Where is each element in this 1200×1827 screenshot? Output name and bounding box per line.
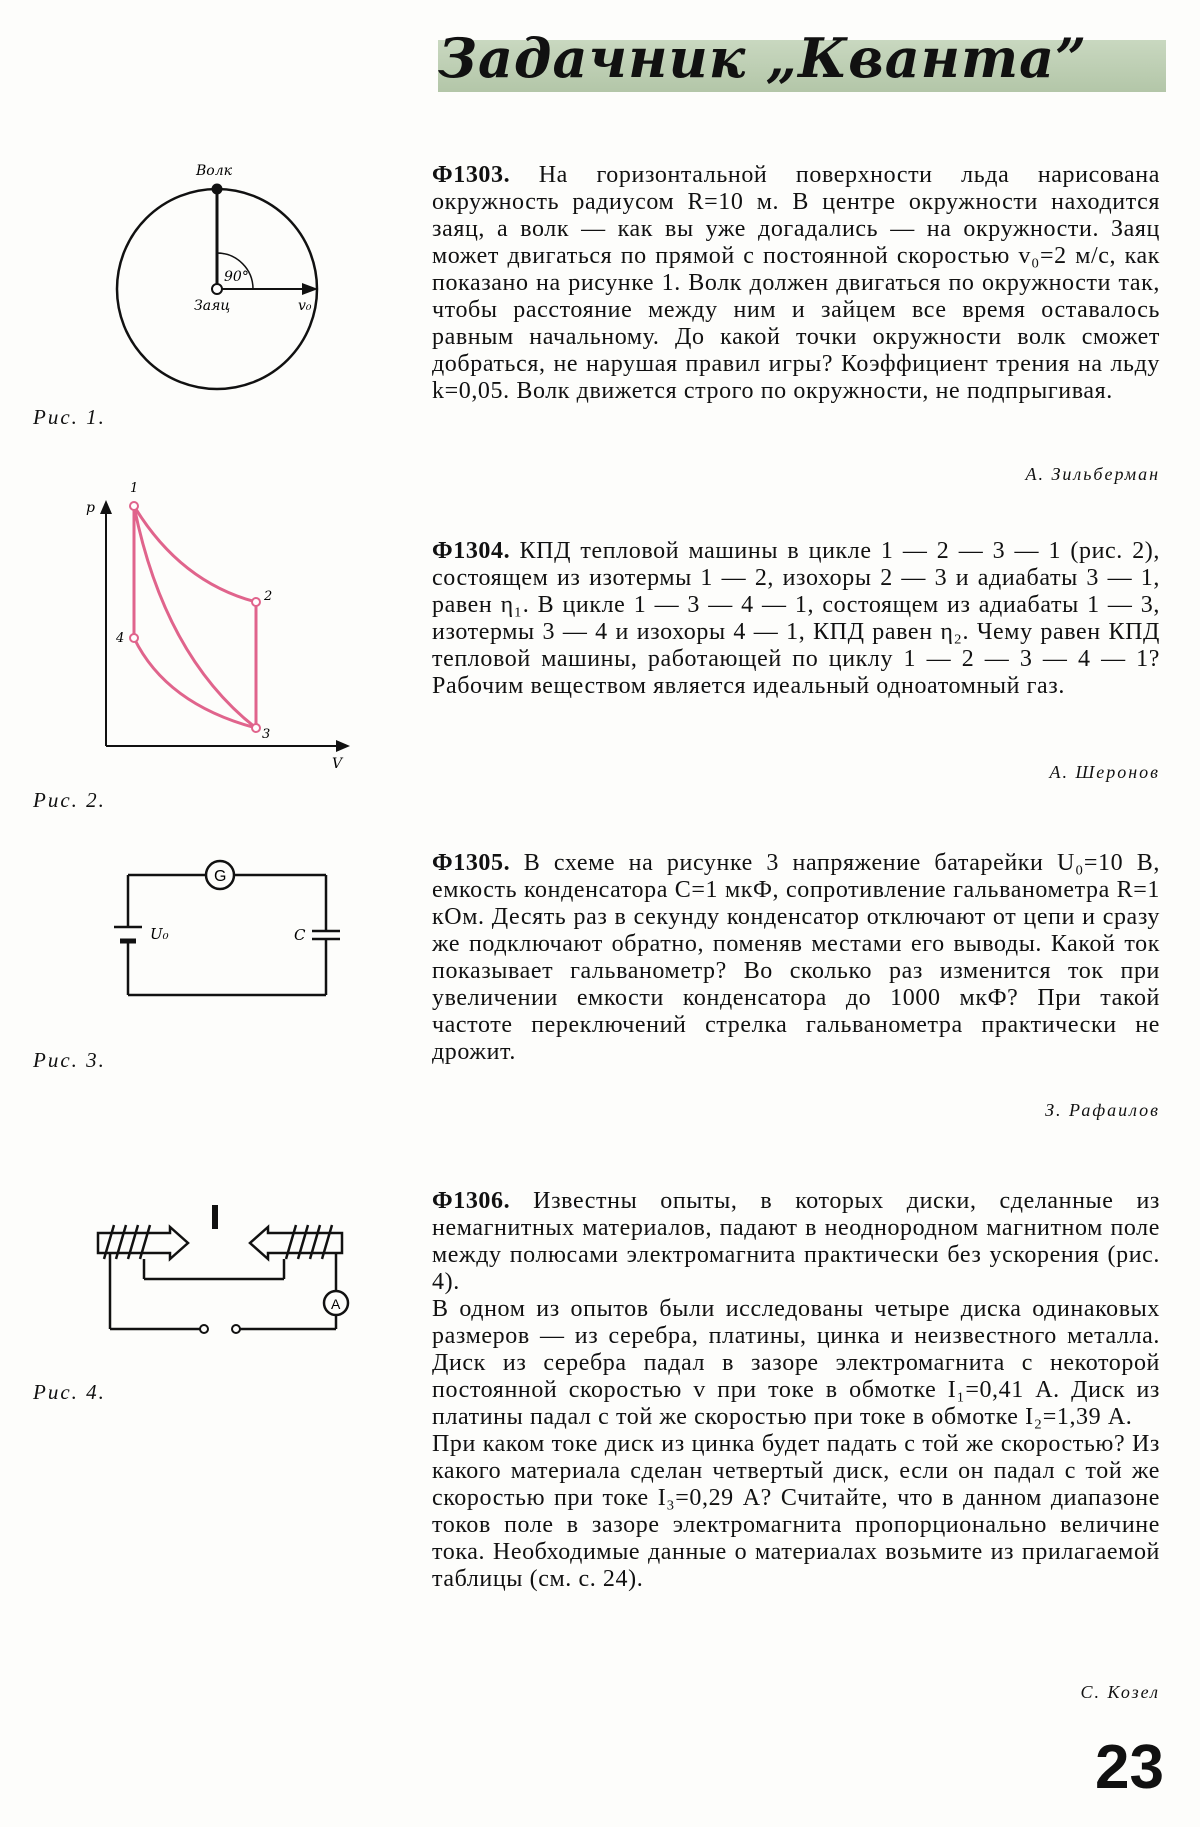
figure-2-point-1: [130, 502, 138, 510]
figure-2-label-2: 2: [264, 589, 273, 604]
problem-number: Ф1305.: [432, 850, 511, 876]
problem-f1306-paragraph-1: [432, 1188, 1160, 1296]
figure-4: [90, 1195, 370, 1345]
problem-f1306-paragraph-2: В одном из опытов были исследованы четыре диска одинаковых размеров — из серебра, платины, цинка и неизвестного металла. Диск из серебра падал в зазоре электромагнита с некоторой постоянной скоростью v при токе в обмотке I₁=0,41 А. Диск из платины падал с той же скоростью при токе в обмотке I₂=1,39 А.: [432, 1296, 1160, 1430]
figure-3-label-g: G: [214, 868, 227, 885]
figure-3-label-u0: U₀: [150, 925, 169, 943]
problem-f1305-author: З. Рафаилов: [1045, 1100, 1160, 1120]
problem-f1305: [432, 850, 1160, 1066]
problem-text: КПД тепловой машины в цикле 1 — 2 — 3 — 1 (рис. 2), состоящем из изотермы 1 — 2, изохоры 2 — 3 и адиабаты 3 — 1, равен η₁. В цикле 1 — 3 — 4 — 1, состоящем из адиабаты 1 — 3, изотермы 3 — 4 и изохоры 4 — 1, КПД равен η₂. Чему равен КПД тепловой машины, работающей по циклу 1 — 2 — 3 — 4 — 1? Рабочим веществом является идеальный одноатомный газ.: [432, 538, 1160, 699]
figure-4-right-pole: [250, 1227, 342, 1259]
figure-2: [80, 478, 360, 768]
figure-3-label-c: C: [294, 926, 306, 944]
figure-4-caption: Рис. 4.: [33, 1380, 106, 1404]
problem-f1306-paragraph-3: При каком токе диск из цинка будет падать с той же скоростью? Из какого материала сделан четвертый диск, если он падал с той же скоростью при токе I₃=0,29 А? Считайте, что в данном диапазоне токов поле в зазоре электромагнита пропорционально величине тока. Необходимые данные о материалах возьмите из прилагаемой таблицы (см. с. 24).: [432, 1431, 1160, 1592]
figure-1-arrow-head: [302, 283, 318, 295]
figure-1-label-wolf: Волк: [196, 163, 232, 179]
figure-2-point-4: [130, 634, 138, 642]
page-number: 23: [1095, 1733, 1164, 1802]
figure-4-terminal-left: [200, 1325, 208, 1333]
figure-2-label-3: 3: [262, 727, 271, 742]
figure-4-label-a: A: [331, 1296, 341, 1312]
figure-2-label-4: 4: [116, 631, 125, 646]
figure-2-label-1: 1: [130, 481, 139, 496]
figure-1-label-hare: Заяц: [194, 298, 231, 314]
problem-text: На горизонтальной поверхности льда нарисована окружность радиусом R=10 м. В центре окружности находится заяц, а волк — как вы уже догадались — на окружности. Заяц может двигаться по прямой с постоянной скоростью v₀=2 м/с, как показано на рисунке 1. Волк должен двигаться по окружности так, чтобы расстояние между ним и зайцем все время оставалось равным начальному. До какой точки окружности волк сможет добраться, не нарушая правил игры? Коэффициент трения на льду k=0,05. Волк движется строго по окружности, не подпрыгивая.: [432, 162, 1160, 404]
figure-3: [100, 855, 360, 1015]
figure-1: [110, 155, 340, 415]
figure-2-point-3: [252, 724, 260, 732]
figure-3-caption: Рис. 3.: [33, 1048, 106, 1072]
figure-2-axis-p-label: p: [86, 500, 95, 516]
figure-2-caption: Рис. 2.: [33, 788, 106, 812]
problem-f1304-body: [432, 538, 1160, 700]
problem-f1306-author: С. Козел: [1080, 1682, 1160, 1702]
problem-f1303-author: А. Зильберман: [1025, 464, 1160, 484]
figure-1-label-velocity: v₀: [298, 298, 312, 314]
figure-1-caption: Рис. 1.: [33, 405, 106, 429]
problem-text: В схеме на рисунке 3 напряжение батарейки U₀=10 В, емкость конденсатора C=1 мкФ, сопротивление гальванометра R=1 кОм. Десять раз в секунду конденсатор отключают от цепи и сразу же подключают обратно, поменяв местами его выводы. Какой ток показывает гальванометр? Во сколько раз изменится ток при увеличении емкости конденсатора до 1000 мкФ? При такой частоте переключений стрелка гальванометра практически не дрожит.: [432, 850, 1160, 1065]
problem-f1303: [432, 162, 1160, 405]
problem-number: Ф1304.: [432, 538, 511, 564]
problem-number: Ф1306.: [432, 1188, 511, 1214]
problem-f1306: [432, 1188, 1160, 1593]
figure-4-falling-disk: [212, 1205, 218, 1229]
figure-1-label-angle: 90°: [224, 269, 249, 285]
figure-2-adiabat-3-1: [134, 506, 256, 728]
problem-f1304: [432, 538, 1160, 700]
problem-text: Известны опыты, в которых диски, сделанные из немагнитных материалов, падают в неоднородном магнитном поле между полюсами электромагнита практически без ускорения (рис. 4).: [432, 1188, 1160, 1295]
problem-number: Ф1303.: [432, 162, 511, 188]
figure-2-isotherm-3-4: [134, 638, 256, 728]
figure-1-wolf-point: [212, 184, 223, 195]
problem-f1303-body: [432, 162, 1160, 405]
figure-4-terminal-right: [232, 1325, 240, 1333]
figure-1-hare-point: [212, 284, 222, 294]
figure-2-axis-v-label: V: [332, 756, 343, 768]
section-title: Задачник „Кванта”: [438, 26, 1088, 90]
problem-f1304-author: А. Шеронов: [1049, 762, 1160, 782]
figure-2-isotherm-1-2: [134, 506, 256, 602]
problem-f1305-body: [432, 850, 1160, 1066]
figure-2-point-2: [252, 598, 260, 606]
